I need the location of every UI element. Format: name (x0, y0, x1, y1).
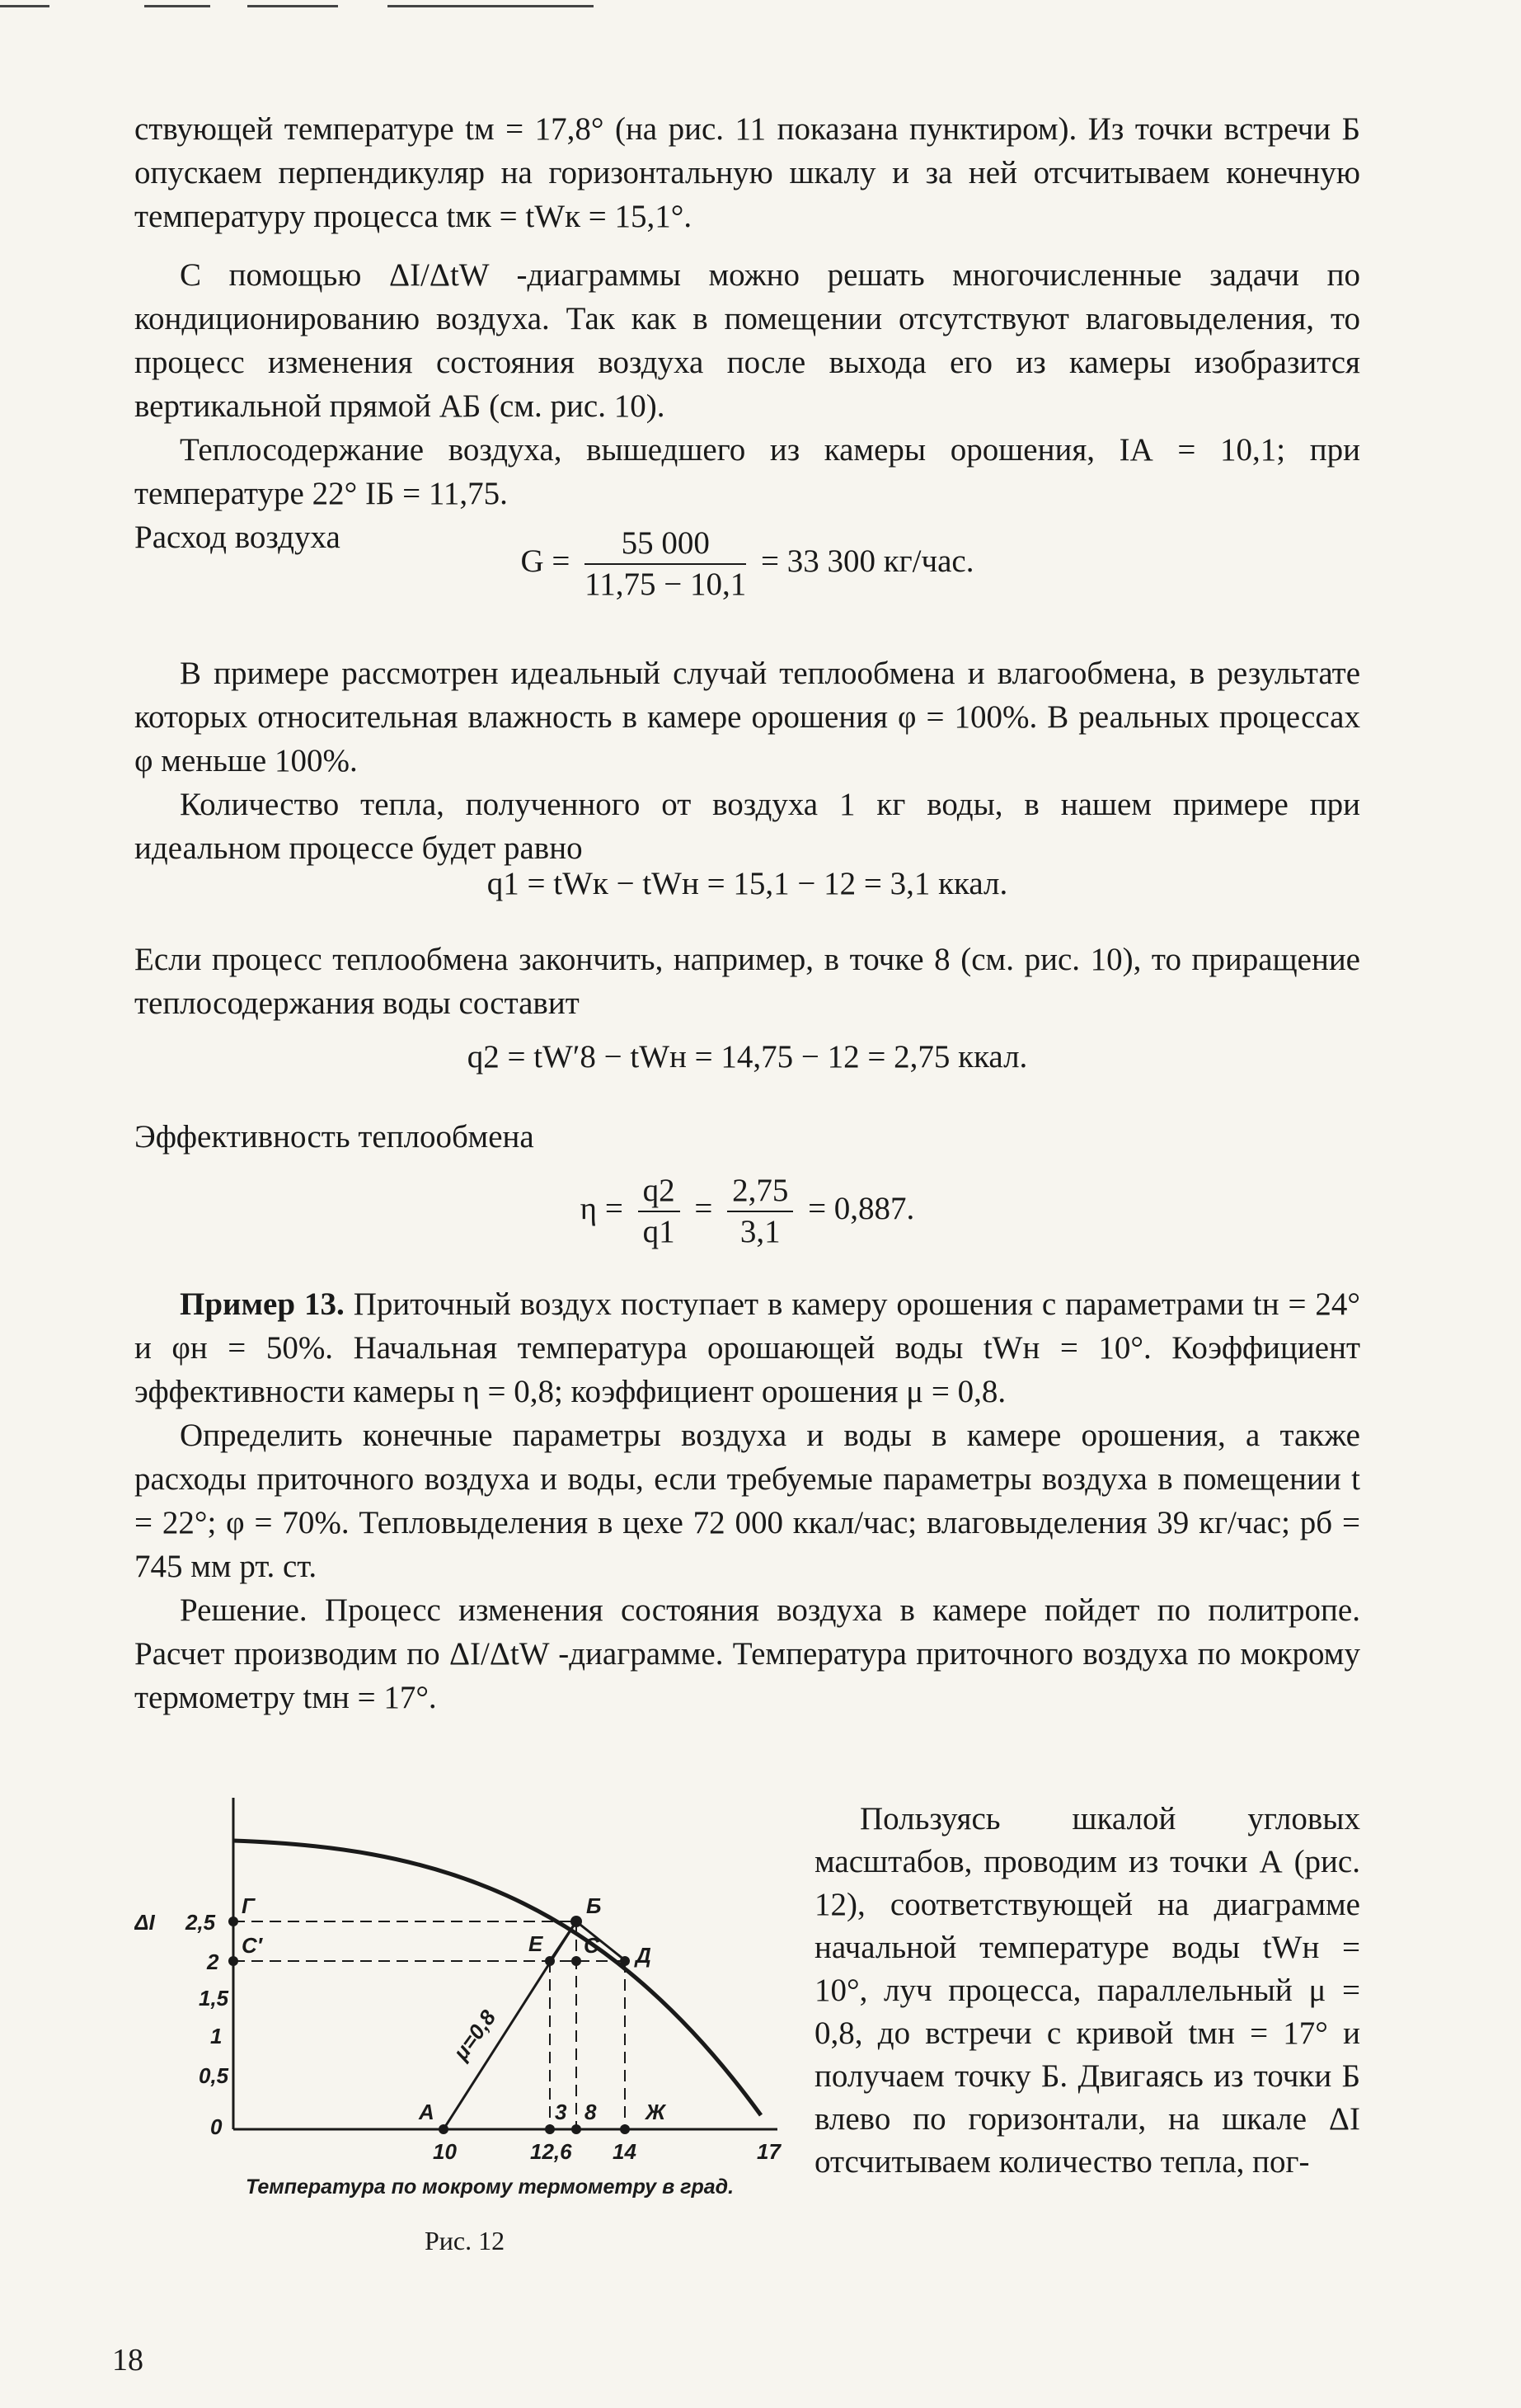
formula-lhs: G = (520, 543, 570, 579)
y-axis-label: ΔI (134, 1910, 155, 1935)
point-c (571, 1956, 581, 1966)
page-number: 18 (112, 2343, 143, 2377)
y-tick: 2 (207, 1949, 219, 1974)
fraction-denominator: q1 (642, 1214, 675, 1249)
fraction-numerator: 55 000 (584, 524, 746, 565)
point-label: 8 (584, 2100, 597, 2124)
x-axis-label: Температура по мокрому термометру в град. (246, 2175, 735, 2199)
x-tick: 14 (613, 2139, 636, 2164)
scan-edge-line (247, 5, 338, 7)
fraction-denominator: 3,1 (739, 1214, 781, 1249)
formula-rhs: = 33 300 кг/час. (760, 543, 974, 579)
point-c-prime (228, 1956, 238, 1966)
text-block-q2 (134, 938, 1360, 1025)
paragraph: В примере рассмотрен идеальный случай теплообмена и влагообмена, в результате которых относительная влажность в камере орошения φ = 100%. В реальных процессах φ меньше 100%. (134, 656, 1360, 778)
point-label: Б (586, 1893, 602, 1918)
figure-caption: Рис. 12 (425, 2226, 505, 2255)
formula-lhs: η = (580, 1190, 623, 1226)
x-tick: 12,6 (530, 2139, 572, 2164)
formula-rhs: = 0,887. (808, 1190, 915, 1226)
y-tick: 1 (210, 2024, 223, 2048)
point-label: Е (528, 1931, 543, 1956)
formula-equals: = (694, 1190, 713, 1226)
point-3 (545, 2124, 555, 2134)
point-zh (620, 2124, 630, 2134)
point-label: Ж (645, 2100, 666, 2124)
point-label: 3 (555, 2100, 567, 2124)
paragraph: Расход воздуха (134, 520, 340, 555)
paragraph: Количество тепла, полученного от воздуха 1 кг воды, в нашем примере при идеальном процессе будет равно (134, 787, 1360, 866)
x-tick: 17 (757, 2139, 781, 2164)
paragraph: Пользуясь шкалой угловых масштабов, проводим из точки А (рис. 12), соответствующей на диаграмме начальной температуре воды tWн = 10°, луч процесса, параллельный μ = 0,8, до встречи с кривой tмн = 17° и получаем точку Б. Двигаясь из точки Б влево по горизонтали, на шкале ΔI отсчитываем количество тепла, пог- (814, 1801, 1360, 2180)
paragraph: Эффективность теплообмена (134, 1119, 534, 1155)
y-tick: 0 (210, 2114, 223, 2139)
scan-edge-line (387, 5, 594, 7)
paragraph: Теплосодержание воздуха, вышедшего из камеры орошения, IА = 10,1; при температуре 22° IБ = 11,75. (134, 432, 1360, 511)
x-tick: 10 (433, 2139, 457, 2164)
point-8 (571, 2124, 581, 2134)
y-tick: 0,5 (199, 2063, 229, 2088)
paragraph: С помощью ΔI/ΔtW -диаграммы можно решать многочисленные задачи по кондиционированию воздуха. Так как в помещении отсутствуют влаговыделения, то процесс изменения состояния воздуха после выхода его из камеры изобразится вертикальной прямой АБ (см. рис. 10). (134, 257, 1360, 424)
example-text: Приточный воздух поступает в камеру орошения с параметрами tн = 24° и φн = 50%. Начальная температура орошающей воды tWн = 10°. Коэффициент эффективности камеры η = 0,8; коэффициент орошения μ = 0,8. (134, 1286, 1361, 1409)
fraction (727, 1171, 793, 1252)
text-block-top (134, 107, 1360, 559)
text-block-eff (134, 1115, 1360, 1159)
paragraph: Решение. Процесс изменения состояния воздуха в камере пойдет по политропе. Расчет производим по ΔI/ΔtW -диаграмме. Температура приточного воздуха по мокрому термометру tмн = 17°. (134, 1592, 1360, 1715)
point-label: Г (242, 1893, 255, 1918)
point-label: С (584, 1933, 599, 1958)
diagram-svg (134, 1798, 794, 2210)
text-block-side (814, 1798, 1360, 2184)
point-d (620, 1956, 630, 1966)
saturation-curve (233, 1841, 761, 2115)
y-tick: 1,5 (199, 1986, 229, 2011)
fraction-denominator: 11,75 − 10,1 (584, 567, 747, 602)
fraction (638, 1171, 680, 1252)
paragraph (134, 1282, 1360, 1413)
formula-q2: q2 = tW′8 − tWн = 14,75 − 12 = 2,75 ккал. (467, 1039, 1028, 1075)
point-e (545, 1956, 555, 1966)
fraction-numerator: 2,75 (727, 1171, 793, 1212)
point-label: Д (636, 1943, 651, 1968)
scan-edge-line (0, 5, 49, 7)
fraction-numerator: q2 (638, 1171, 680, 1212)
text-block-middle (134, 651, 1360, 870)
text-block-example (134, 1282, 1360, 1719)
fraction (584, 524, 746, 604)
example-label: Пример 13. (180, 1286, 345, 1322)
paragraph: ствующей температуре tм = 17,8° (на рис. 11 показана пунктиром). Из точки встречи Б опускаем перпендикуляр на горизонтальную шкалу и за ней отсчитываем конечную температуру процесса tмк = tWк = 15,1°. (134, 111, 1360, 234)
point-a (439, 2124, 448, 2134)
figure-12 (134, 1798, 794, 2210)
formula-eta (134, 1171, 1360, 1252)
paragraph: Если процесс теплообмена закончить, например, в точке 8 (см. рис. 10), то приращение теплосодержания воды составит (134, 942, 1360, 1021)
mu-label: μ=0,8 (448, 2005, 501, 2065)
point-label: А (419, 2100, 434, 2124)
paragraph: Определить конечные параметры воздуха и воды в камере орошения, а также расходы приточного воздуха и воды, если требуемые параметры воздуха в помещении t = 22°; φ = 70%. Тепловыделения в цехе 72 000 ккал/час; влаговыделения 39 кг/час; pб = 745 мм рт. ст. (134, 1418, 1360, 1584)
formula-q1: q1 = tWк − tWн = 15,1 − 12 = 3,1 ккал. (486, 866, 1008, 901)
scan-edge-line (144, 5, 210, 7)
point-b (570, 1916, 582, 1927)
point-g (228, 1917, 238, 1926)
y-tick: 2,5 (185, 1910, 216, 1935)
point-label: С′ (242, 1933, 263, 1958)
formula-g (134, 524, 1360, 604)
